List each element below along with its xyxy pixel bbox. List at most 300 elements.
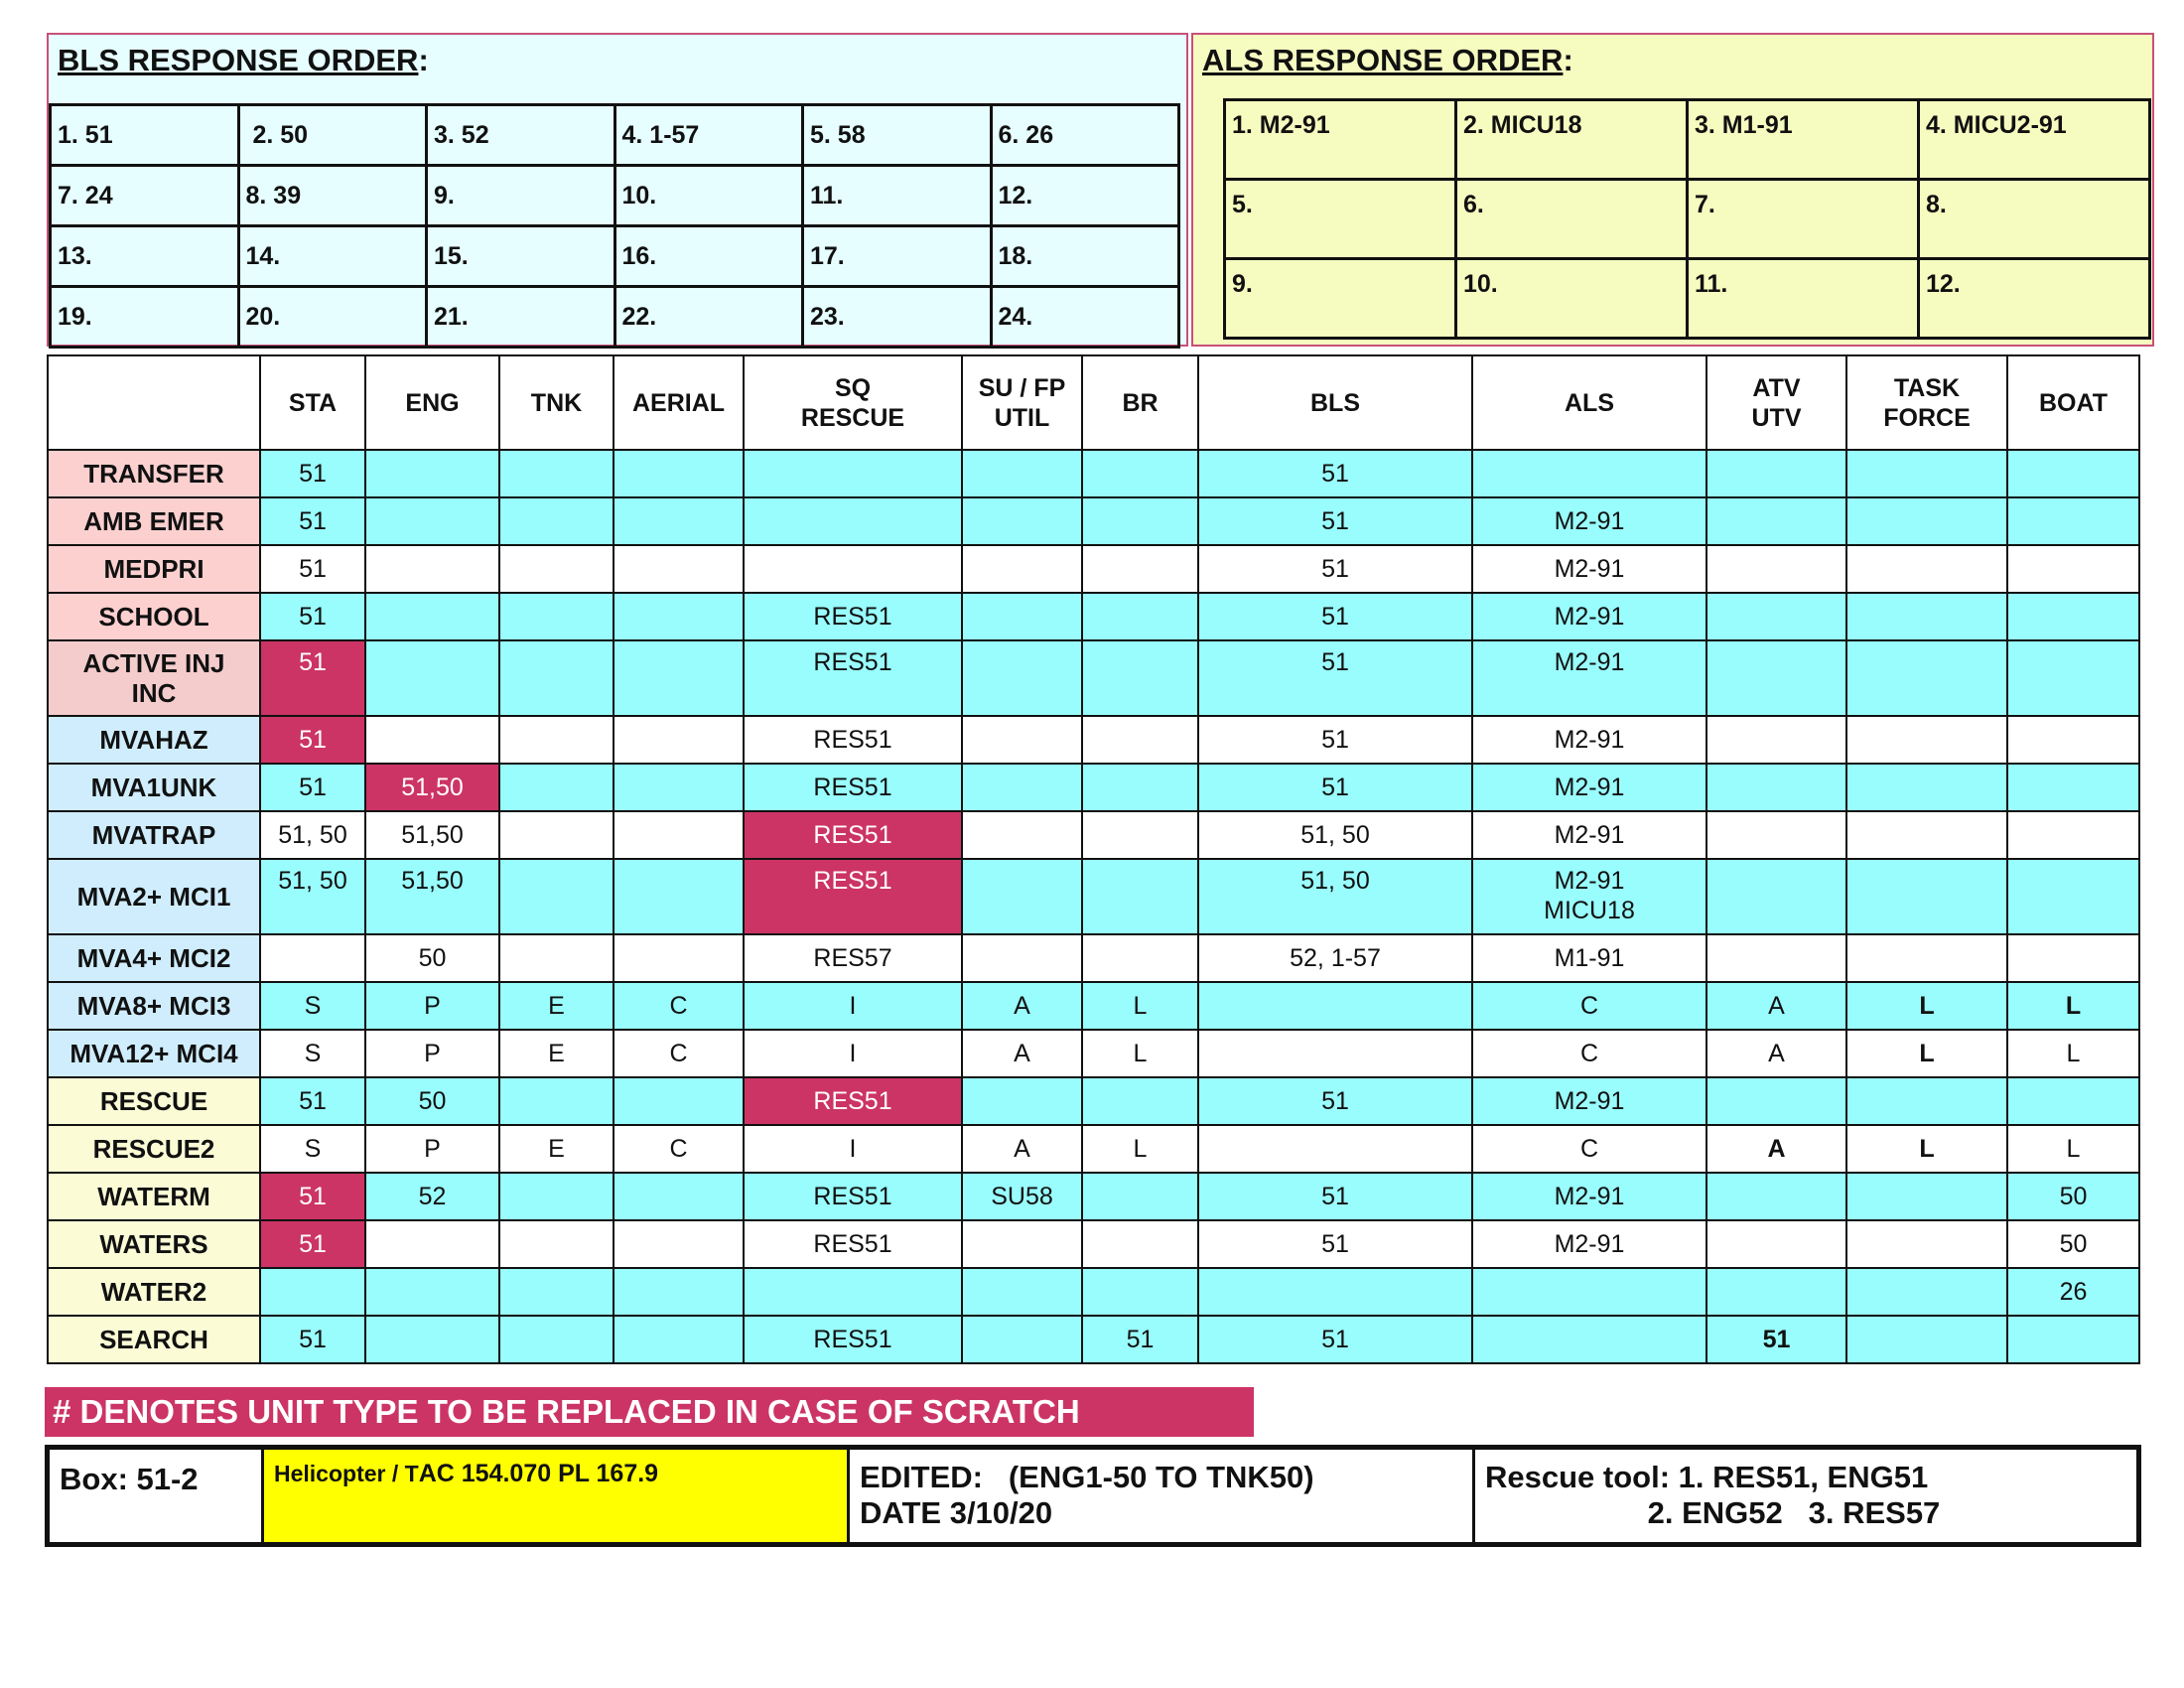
matrix-cell [499,859,614,934]
bls-order-row [51,226,1179,287]
matrix-cell [1706,934,1846,982]
matrix-row [48,593,2139,640]
scratch-legend: # DENOTES UNIT TYPE TO BE REPLACED IN CASE OF SCRATCH [45,1387,1254,1437]
matrix-cell [962,450,1082,497]
matrix-cell: M2-91 [1472,716,1706,764]
matrix-cell [1472,1316,1706,1363]
matrix-cell [614,593,744,640]
matrix-row [48,811,2139,859]
matrix-cell [499,1220,614,1268]
bls-order-slot: 13. [51,226,239,287]
column-header: BOAT [2007,355,2139,450]
matrix-cell [1846,1173,2007,1220]
matrix-cell [1846,640,2007,716]
bls-response-order-panel [47,33,1188,347]
matrix-cell [499,764,614,811]
matrix-cell: L [1846,1030,2007,1077]
matrix-cell [1082,640,1198,716]
matrix-cell [744,1268,962,1316]
matrix-cell: 52, 1-57 [1198,934,1472,982]
matrix-cell: 51,50 [365,859,499,934]
matrix-cell [614,811,744,859]
call-type-label: MVA2+ MCI1 [48,859,260,934]
matrix-cell: M2-91 [1472,497,1706,545]
matrix-cell [499,497,614,545]
matrix-cell [1082,450,1198,497]
matrix-cell: 51 [260,716,365,764]
bls-order-slot: 23. [803,287,992,348]
matrix-row [48,859,2139,934]
matrix-row [48,1268,2139,1316]
matrix-cell [499,811,614,859]
matrix-cell [1706,593,1846,640]
als-order-slot: 1. M2-91 [1225,100,1456,180]
als-order-slot: 10. [1456,259,1688,339]
matrix-cell: A [1706,1030,1846,1077]
matrix-cell [365,545,499,593]
call-type-label: MVA12+ MCI4 [48,1030,260,1077]
date-line: DATE 3/10/20 [860,1495,1053,1530]
matrix-cell: M2-91 [1472,1220,1706,1268]
matrix-cell [2007,545,2139,593]
bls-order-slot: 19. [51,287,239,348]
call-type-label: MEDPRI [48,545,260,593]
matrix-row [48,640,2139,716]
als-order-slot: 11. [1688,259,1919,339]
matrix-cell [1706,497,1846,545]
matrix-cell: L [1846,982,2007,1030]
matrix-cell: M2-91 [1472,1077,1706,1125]
matrix-row [48,1220,2139,1268]
matrix-cell: 51 [260,1220,365,1268]
matrix-cell [365,1220,499,1268]
call-type-label: MVAHAZ [48,716,260,764]
matrix-cell: P [365,1125,499,1173]
call-type-label: WATERM [48,1173,260,1220]
bls-order-slot: 22. [614,287,803,348]
matrix-cell: C [614,1125,744,1173]
matrix-cell [962,811,1082,859]
bls-order-slot: 1. 51 [51,105,239,166]
matrix-cell: L [1846,1125,2007,1173]
matrix-cell [962,545,1082,593]
matrix-cell [1706,450,1846,497]
matrix-cell [614,1268,744,1316]
matrix-cell: 51, 50 [1198,859,1472,934]
matrix-cell: 51 [1198,1077,1472,1125]
matrix-cell: 51 [1706,1316,1846,1363]
matrix-cell: L [2007,1125,2139,1173]
bls-order-slot: 15. [427,226,615,287]
matrix-cell: 50 [365,934,499,982]
response-matrix [47,354,2140,1364]
matrix-cell: 51 [1198,497,1472,545]
matrix-cell: M2-91 MICU18 [1472,859,1706,934]
matrix-cell [1846,811,2007,859]
matrix-cell [1472,1268,1706,1316]
column-header: AERIAL [614,355,744,450]
matrix-cell: L [1082,1125,1198,1173]
matrix-cell [744,450,962,497]
matrix-cell [1198,982,1472,1030]
matrix-cell [365,640,499,716]
call-type-label: WATERS [48,1220,260,1268]
bls-order-slot: 12. [991,166,1179,226]
matrix-cell [2007,859,2139,934]
matrix-cell [962,1268,1082,1316]
matrix-cell: C [1472,1125,1706,1173]
column-header: SQ RESCUE [744,355,962,450]
matrix-cell [365,1316,499,1363]
matrix-cell [365,450,499,497]
matrix-cell: 51 [1198,1173,1472,1220]
matrix-cell: I [744,982,962,1030]
als-order-slot: 2. MICU18 [1456,100,1688,180]
matrix-cell [1082,1077,1198,1125]
matrix-cell [1706,1220,1846,1268]
matrix-cell: 51 [260,1173,365,1220]
matrix-cell: C [1472,982,1706,1030]
call-type-label: RESCUE [48,1077,260,1125]
matrix-cell [1846,450,2007,497]
matrix-cell: RES51 [744,1077,962,1125]
column-header: TASK FORCE [1846,355,2007,450]
matrix-row [48,982,2139,1030]
matrix-cell [1082,859,1198,934]
matrix-cell: 51 [1198,764,1472,811]
helicopter-tac: Helicopter / TAC 154.070 PL 167.9 [264,1450,850,1542]
matrix-cell [499,716,614,764]
matrix-cell: L [2007,1030,2139,1077]
matrix-cell [962,1220,1082,1268]
matrix-cell: 51 [1198,1316,1472,1363]
matrix-cell [962,497,1082,545]
matrix-cell: M2-91 [1472,1173,1706,1220]
matrix-cell [1082,1220,1198,1268]
call-type-label: SCHOOL [48,593,260,640]
matrix-cell: RES51 [744,716,962,764]
matrix-cell [2007,1077,2139,1125]
rescue-tool-line1: Rescue tool: 1. RES51, ENG51 [1485,1460,1929,1494]
matrix-cell: 51, 50 [260,811,365,859]
als-order-slot: 5. [1225,180,1456,259]
bls-title: BLS RESPONSE ORDER: [58,43,429,77]
matrix-cell [1846,593,2007,640]
als-order-row [1225,180,2150,259]
matrix-cell [1082,716,1198,764]
bls-order-slot: 20. [238,287,427,348]
call-type-label: MVA1UNK [48,764,260,811]
matrix-cell [499,1173,614,1220]
matrix-cell [1846,1268,2007,1316]
matrix-cell [1846,859,2007,934]
matrix-corner-cell [48,355,260,450]
matrix-cell [260,1268,365,1316]
matrix-cell: 52 [365,1173,499,1220]
call-type-label: ACTIVE INJ INC [48,640,260,716]
matrix-row [48,1316,2139,1363]
matrix-cell [1198,1268,1472,1316]
matrix-cell [614,640,744,716]
matrix-cell [2007,640,2139,716]
rescue-tool-line2: 2. ENG52 3. RES57 [1485,1495,1941,1530]
matrix-cell [499,1268,614,1316]
matrix-cell [1846,1220,2007,1268]
matrix-cell [2007,811,2139,859]
matrix-cell [499,450,614,497]
matrix-cell: 51, 50 [1198,811,1472,859]
matrix-cell [744,497,962,545]
matrix-cell: C [1472,1030,1706,1077]
call-type-label: WATER2 [48,1268,260,1316]
matrix-cell: L [1082,1030,1198,1077]
matrix-cell: A [1706,982,1846,1030]
matrix-cell: A [962,1125,1082,1173]
als-order-slot: 6. [1456,180,1688,259]
matrix-cell [614,1316,744,1363]
matrix-cell: 50 [365,1077,499,1125]
als-order-grid [1223,98,2151,340]
matrix-cell: 51 [1082,1316,1198,1363]
matrix-cell: M2-91 [1472,764,1706,811]
matrix-cell [744,545,962,593]
bls-order-slot: 16. [614,226,803,287]
matrix-cell [260,934,365,982]
call-type-label: MVA4+ MCI2 [48,934,260,982]
bls-order-row [51,105,1179,166]
edited-line: EDITED: (ENG1-50 TO TNK50) [860,1460,1314,1494]
column-header: TNK [499,355,614,450]
box-number: Box: 51-2 [50,1450,264,1542]
matrix-cell: 51 [1198,450,1472,497]
als-order-slot: 3. M1-91 [1688,100,1919,180]
matrix-cell [1706,1173,1846,1220]
matrix-cell: RES51 [744,1316,962,1363]
matrix-header-row [48,355,2139,450]
matrix-cell [1706,640,1846,716]
matrix-cell [2007,497,2139,545]
call-type-label: RESCUE2 [48,1125,260,1173]
matrix-row [48,1030,2139,1077]
matrix-cell [1082,545,1198,593]
matrix-cell [499,545,614,593]
matrix-cell: RES51 [744,1220,962,1268]
matrix-cell [962,593,1082,640]
matrix-cell [962,716,1082,764]
matrix-cell: S [260,982,365,1030]
matrix-row [48,1077,2139,1125]
matrix-cell: 51 [260,593,365,640]
matrix-cell [1706,1268,1846,1316]
matrix-cell: S [260,1030,365,1077]
matrix-row [48,497,2139,545]
matrix-cell: 51 [1198,640,1472,716]
matrix-cell: 51 [260,1316,365,1363]
matrix-cell [2007,593,2139,640]
matrix-cell: RES51 [744,593,962,640]
matrix-cell: 51 [1198,593,1472,640]
edited-info [850,1450,1475,1542]
matrix-cell: 51,50 [365,811,499,859]
footer-bar [45,1445,2141,1547]
bls-order-slot: 21. [427,287,615,348]
bls-order-slot: 2. 50 [238,105,427,166]
call-type-label: AMB EMER [48,497,260,545]
call-type-label: MVATRAP [48,811,260,859]
bls-order-grid [49,103,1180,349]
matrix-cell: RES51 [744,859,962,934]
matrix-row [48,764,2139,811]
matrix-cell [2007,764,2139,811]
als-response-order-panel [1191,33,2154,347]
matrix-cell [499,1077,614,1125]
matrix-cell: RES51 [744,1173,962,1220]
matrix-cell: RES51 [744,811,962,859]
matrix-cell: C [614,982,744,1030]
matrix-row [48,934,2139,982]
matrix-cell: 51 [260,1077,365,1125]
matrix-cell: 51 [1198,545,1472,593]
matrix-row [48,450,2139,497]
matrix-cell [1082,811,1198,859]
matrix-cell: E [499,1030,614,1077]
matrix-cell: P [365,1030,499,1077]
call-type-label: TRANSFER [48,450,260,497]
als-order-row [1225,100,2150,180]
matrix-cell: L [2007,982,2139,1030]
matrix-cell: 51 [1198,716,1472,764]
matrix-cell: M1-91 [1472,934,1706,982]
als-order-row [1225,259,2150,339]
matrix-cell: 51 [260,450,365,497]
matrix-cell [614,859,744,934]
matrix-cell: A [962,1030,1082,1077]
matrix-cell [1846,934,2007,982]
bls-order-slot: 18. [991,226,1179,287]
matrix-cell: C [614,1030,744,1077]
matrix-cell: RES51 [744,640,962,716]
matrix-cell [499,1316,614,1363]
matrix-cell [1846,1077,2007,1125]
matrix-cell [1846,764,2007,811]
bls-order-slot: 7. 24 [51,166,239,226]
matrix-cell [365,497,499,545]
matrix-cell [499,593,614,640]
matrix-cell [1706,716,1846,764]
matrix-cell: SU58 [962,1173,1082,1220]
matrix-cell [2007,934,2139,982]
bls-order-slot: 3. 52 [427,105,615,166]
call-type-label: SEARCH [48,1316,260,1363]
matrix-cell [614,497,744,545]
als-order-slot: 12. [1919,259,2150,339]
matrix-cell [1198,1030,1472,1077]
column-header: ATV UTV [1706,355,1846,450]
matrix-cell [1472,450,1706,497]
matrix-cell [1706,811,1846,859]
matrix-cell: 51,50 [365,764,499,811]
matrix-cell [365,1268,499,1316]
matrix-cell [962,934,1082,982]
column-header: SU / FP UTIL [962,355,1082,450]
matrix-cell [1082,1268,1198,1316]
matrix-cell [1706,1077,1846,1125]
bls-order-slot: 24. [991,287,1179,348]
matrix-cell [1198,1125,1472,1173]
column-header: STA [260,355,365,450]
matrix-cell [1706,859,1846,934]
matrix-cell [365,716,499,764]
matrix-cell: M2-91 [1472,593,1706,640]
matrix-cell: E [499,1125,614,1173]
matrix-cell [614,716,744,764]
matrix-cell [365,593,499,640]
matrix-cell [1082,1173,1198,1220]
matrix-cell: I [744,1030,962,1077]
matrix-cell [614,1220,744,1268]
als-title: ALS RESPONSE ORDER: [1202,43,1573,77]
matrix-cell: RES57 [744,934,962,982]
bls-order-slot: 10. [614,166,803,226]
bls-order-slot: 9. [427,166,615,226]
matrix-cell [614,1173,744,1220]
matrix-cell: M2-91 [1472,811,1706,859]
column-header: BR [1082,355,1198,450]
matrix-cell: 51 [1198,1220,1472,1268]
matrix-cell: M2-91 [1472,545,1706,593]
matrix-cell: M2-91 [1472,640,1706,716]
bls-order-slot: 5. 58 [803,105,992,166]
matrix-cell [1082,593,1198,640]
matrix-cell [614,545,744,593]
bls-order-slot: 8. 39 [238,166,427,226]
matrix-cell: RES51 [744,764,962,811]
matrix-cell [962,1077,1082,1125]
matrix-cell [499,640,614,716]
als-order-slot: 7. [1688,180,1919,259]
bls-order-slot: 4. 1-57 [614,105,803,166]
matrix-cell [1082,497,1198,545]
matrix-cell [1082,764,1198,811]
matrix-cell: 51 [260,764,365,811]
matrix-cell [962,859,1082,934]
bls-order-slot: 17. [803,226,992,287]
matrix-cell [614,450,744,497]
matrix-cell [2007,716,2139,764]
matrix-cell: S [260,1125,365,1173]
matrix-cell [962,640,1082,716]
matrix-cell: 51 [260,640,365,716]
matrix-cell [1706,764,1846,811]
matrix-cell [499,934,614,982]
rescue-tool-info [1475,1450,2136,1542]
matrix-cell [614,764,744,811]
matrix-cell [1846,1316,2007,1363]
matrix-row [48,716,2139,764]
matrix-cell: 26 [2007,1268,2139,1316]
matrix-cell [1846,716,2007,764]
matrix-cell [1846,545,2007,593]
bls-order-row [51,287,1179,348]
matrix-row [48,1125,2139,1173]
matrix-cell: 50 [2007,1173,2139,1220]
column-header: ENG [365,355,499,450]
bls-order-slot: 14. [238,226,427,287]
matrix-row [48,1173,2139,1220]
matrix-cell [1846,497,2007,545]
als-order-slot: 8. [1919,180,2150,259]
bls-order-row [51,166,1179,226]
